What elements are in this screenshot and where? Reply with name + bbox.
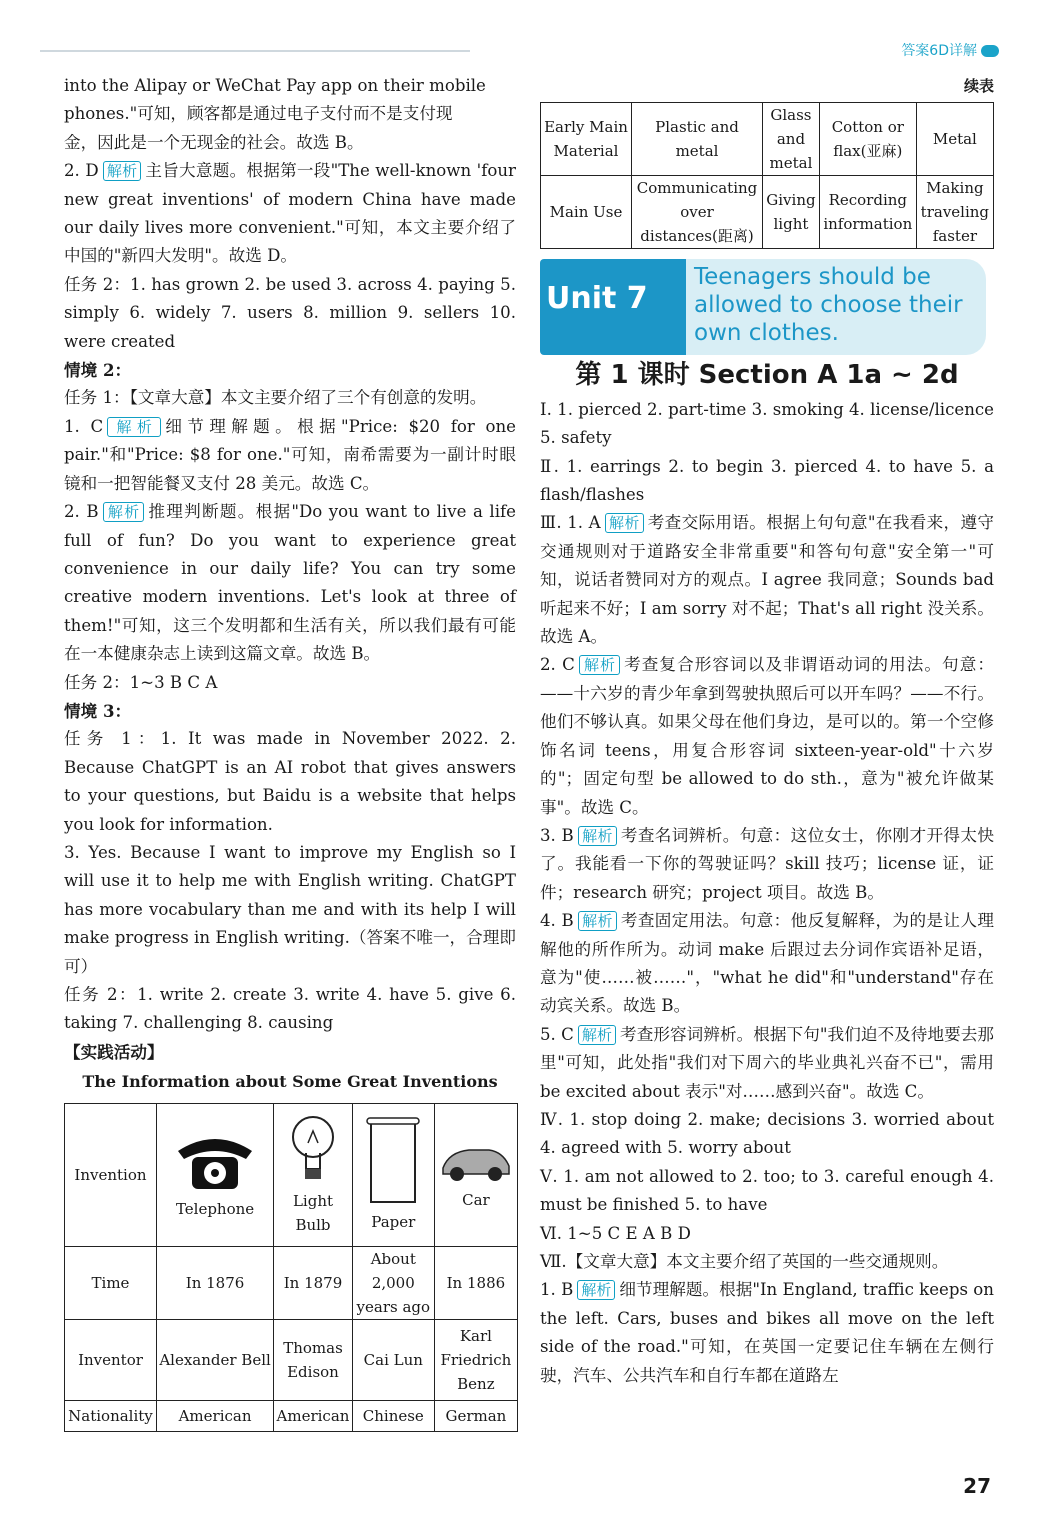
use-cell: Recording information — [819, 176, 916, 249]
telephone-icon — [170, 1129, 260, 1193]
left-task2c: 任务 2：1. write 2. create 3. write 4. have 5. give 6. taking 7. challenging 8. causing — [64, 985, 516, 1033]
answer-I: Ⅰ. 1. pierced 2. part-time 3. smoking 4. license/licence 5. safety — [540, 399, 994, 448]
use-cell: Making traveling faster — [916, 176, 993, 249]
left-q1c: 1. C 解析 细节理解题。根据"Price: $20 for one pair."和"Price: $8 for one."可知，南希需要为一副计时眼镜和一把智能餐叉支付 28 美元。故选 C。 — [64, 416, 516, 493]
analysis-tag: 解析 — [577, 1280, 615, 1300]
table-row — [65, 1400, 518, 1431]
answer-IV: Ⅳ. 1. stop doing 2. make; decisions 3. worried about 4. agreed with 5. worry about — [540, 1109, 994, 1158]
material-cell: Cotton or flax(亚麻) — [819, 103, 916, 176]
answer-VII-1: 1. B 解析 细节理解题。根据"In England, traffic keeps on the left. Cars, buses and bikes all move on the left side of the road."可知，在英国一定要记住车辆在左侧行驶，汽车、公共汽车和自行车都在道路左 — [540, 1280, 994, 1385]
answer-III-4: 4. B 解析 考查固定用法。句意：他反复解释，为的是让人理解他的所作所为。动词 make 后跟过去分词作宾语补足语，意为"使……被……"，"what he did"和"understand"存在动宾关系。故选 B。 — [540, 911, 994, 1016]
answer-II: Ⅱ. 1. earrings 2. to begin 3. pierced 4. to have 5. a flash/flashes — [540, 456, 994, 505]
light-bulb-icon — [288, 1113, 338, 1185]
nationality-cell: German — [434, 1400, 517, 1431]
answer-V: Ⅴ. 1. am not allowed to 2. too; to 3. careful enough 4. must be finished 5. to have — [540, 1166, 994, 1215]
answer-III-1: Ⅲ. 1. A 解析 考查交际用语。根据上句句意"在我看来，遵守交通规则对于道路安全非常重要"和答句句意"安全第一"可知，说话者赞同对方的观点。I agree 我同意；Sounds bad 听起来不好；I am sorry 对不起；That's all right 没关系。故选 A。 — [540, 513, 994, 647]
time-cell: In 1886 — [434, 1246, 517, 1319]
left-q2b: 2. B 解析 推理判断题。根据"Do you want to live a life full of fun? Do you want to experience great convenience in our daily life? You can try some creative modern inventions. Let's look at three of them!"可知，这三个发明都和生活有关，所以我们最有可能在一本健康杂志上读到这篇文章。故选 B。 — [64, 502, 516, 664]
header-rule — [40, 50, 470, 52]
left-situation2: 情境 2： — [64, 360, 132, 381]
left-line-3: 金，因此是一个无现金的社会。故选 B。 — [64, 132, 364, 152]
unit-title-box — [686, 259, 986, 355]
material-cell: Plastic and metal — [632, 103, 763, 176]
inventor-cell: Karl Friedrich Benz — [434, 1319, 517, 1400]
unit-label: Unit 7 — [546, 281, 648, 317]
nationality-cell: American — [156, 1400, 273, 1431]
time-cell: In 1876 — [156, 1246, 273, 1319]
nationality-cell: Chinese — [352, 1400, 434, 1431]
nationality-cell: American — [274, 1400, 353, 1431]
row-label: Main Use — [541, 176, 632, 249]
use-cell: Giving light — [763, 176, 820, 249]
row-label: Early Main Material — [541, 103, 632, 176]
header-brand — [901, 40, 999, 60]
left-column — [64, 72, 516, 1432]
brand-arrow-icon — [981, 45, 999, 57]
left-task1c: 任务 1：1. It was made in November 2022. 2. Because ChatGPT is an AI robot that gives answers to your questions, but Baidu is a website that helps you look for information. — [64, 729, 516, 834]
analysis-tag: 解析 — [103, 502, 145, 522]
answer-III-3: 3. B 解析 考查名词辨析。句意：这位女士，你刚才开得太快了。我能看一下你的驾驶证吗？skill 技巧；license 证，证件；research 研究；project 项目。故选 B。 — [540, 825, 994, 902]
analysis-tag: 解析 — [578, 911, 617, 931]
continued-label: 续表 — [963, 77, 994, 95]
time-cell: In 1879 — [274, 1246, 353, 1319]
analysis-tag: 解析 — [578, 1025, 616, 1045]
inventor-cell: Alexander Bell — [156, 1319, 273, 1400]
material-cell: Glass and metal — [763, 103, 820, 176]
left-line-2: phones."可知，顾客都是通过电子支付而不是支付现 — [64, 104, 453, 124]
table-row — [65, 1103, 518, 1246]
left-q2: 2. D 解析 主旨大意题。根据第一段"The well-known 'four new great inventions' of modern China have made our daily lives more convenient."可知，本文主要介绍了中国的"新四大发明"。故选 D。 — [64, 161, 516, 266]
unit-title: Teenagers should be allowed to choose their own clothes. — [694, 264, 963, 347]
left-line-1: into the Alipay or WeChat Pay app on their mobile — [64, 76, 486, 95]
invention-cell: Paper — [352, 1103, 434, 1246]
analysis-tag: 解析 — [579, 655, 620, 675]
row-label: Inventor — [65, 1319, 157, 1400]
paper-scroll-icon — [363, 1116, 423, 1206]
answer-III-5: 5. C 解析 考查形容词辨析。根据下句"我们迫不及待地要去那里"可知，此处指"我们对下周六的毕业典礼兴奋不已"，需用 be excited about 表示"对……感到兴奋"。故选 C。 — [540, 1024, 994, 1101]
invention-cell: Car — [434, 1103, 517, 1246]
answer-VII: Ⅶ.【文章大意】本文主要介绍了英国的一些交通规则。 — [540, 1252, 949, 1271]
section-title: 第 1 课时 Section A 1a ~ 2d — [575, 360, 959, 391]
row-label: Invention — [65, 1103, 157, 1246]
table-row — [541, 176, 994, 249]
row-label: Time — [65, 1246, 157, 1319]
brand-text: 答案6D详解 — [901, 43, 977, 59]
left-q3: 3. Yes. Because I want to improve my English so I will use it to help me with English writing. ChatGPT has more vocabulary than me and with its help I will make progress in English writing.（答案不唯一，合理即可） — [64, 842, 516, 976]
inventions-table-title: The Information about Some Great Inventions — [82, 1072, 498, 1092]
use-cell: Communicating over distances(距离) — [632, 176, 763, 249]
unit-banner — [540, 259, 994, 355]
continued-table — [540, 102, 994, 249]
invention-cell: Telephone — [156, 1103, 273, 1246]
table-row — [65, 1319, 518, 1400]
left-task2a: 任务 2：1. has grown 2. be used 3. across 4. paying 5. simply 6. widely 7. users 8. million 9. sellers 10. were created — [64, 274, 516, 351]
analysis-tag: 解析 — [578, 826, 617, 846]
right-column — [540, 72, 994, 1390]
car-icon — [439, 1138, 513, 1184]
analysis-tag: 解析 — [107, 417, 161, 437]
analysis-tag: 解析 — [103, 161, 142, 181]
material-cell: Metal — [916, 103, 993, 176]
time-cell: About 2,000 years ago — [352, 1246, 434, 1319]
row-label: Nationality — [65, 1400, 157, 1431]
answer-III-2: 2. C 解析 考查复合形容词以及非谓语动词的用法。句意：——十六岁的青少年拿到驾驶执照后可以开车吗？——不行。他们不够认真。如果父母在他们身边，是可以的。第一个空修饰名词 teens，用复合形容词 sixteen-year-old"十六岁的"；固定句型 be allowed to do sth.，意为"被允许做某事"。故选 C。 — [540, 655, 994, 817]
left-situation3: 情境 3： — [64, 700, 132, 721]
table-row — [541, 103, 994, 176]
left-task1b: 任务 1：【文章大意】本文主要介绍了三个有创意的发明。 — [64, 388, 487, 408]
inventor-cell: Thomas Edison — [274, 1319, 353, 1400]
page-number: 27 — [963, 1474, 991, 1498]
analysis-tag: 解析 — [605, 513, 644, 533]
table-row — [65, 1246, 518, 1319]
invention-cell: Light Bulb — [274, 1103, 353, 1246]
answer-VI: Ⅵ. 1~5 C E A B D — [540, 1223, 691, 1243]
left-practice: 【实践活动】 — [64, 1041, 164, 1062]
inventions-table — [64, 1103, 518, 1432]
inventor-cell: Cai Lun — [352, 1319, 434, 1400]
left-task2b: 任务 2：1~3 B C A — [64, 672, 218, 692]
unit-label-box — [540, 259, 686, 355]
